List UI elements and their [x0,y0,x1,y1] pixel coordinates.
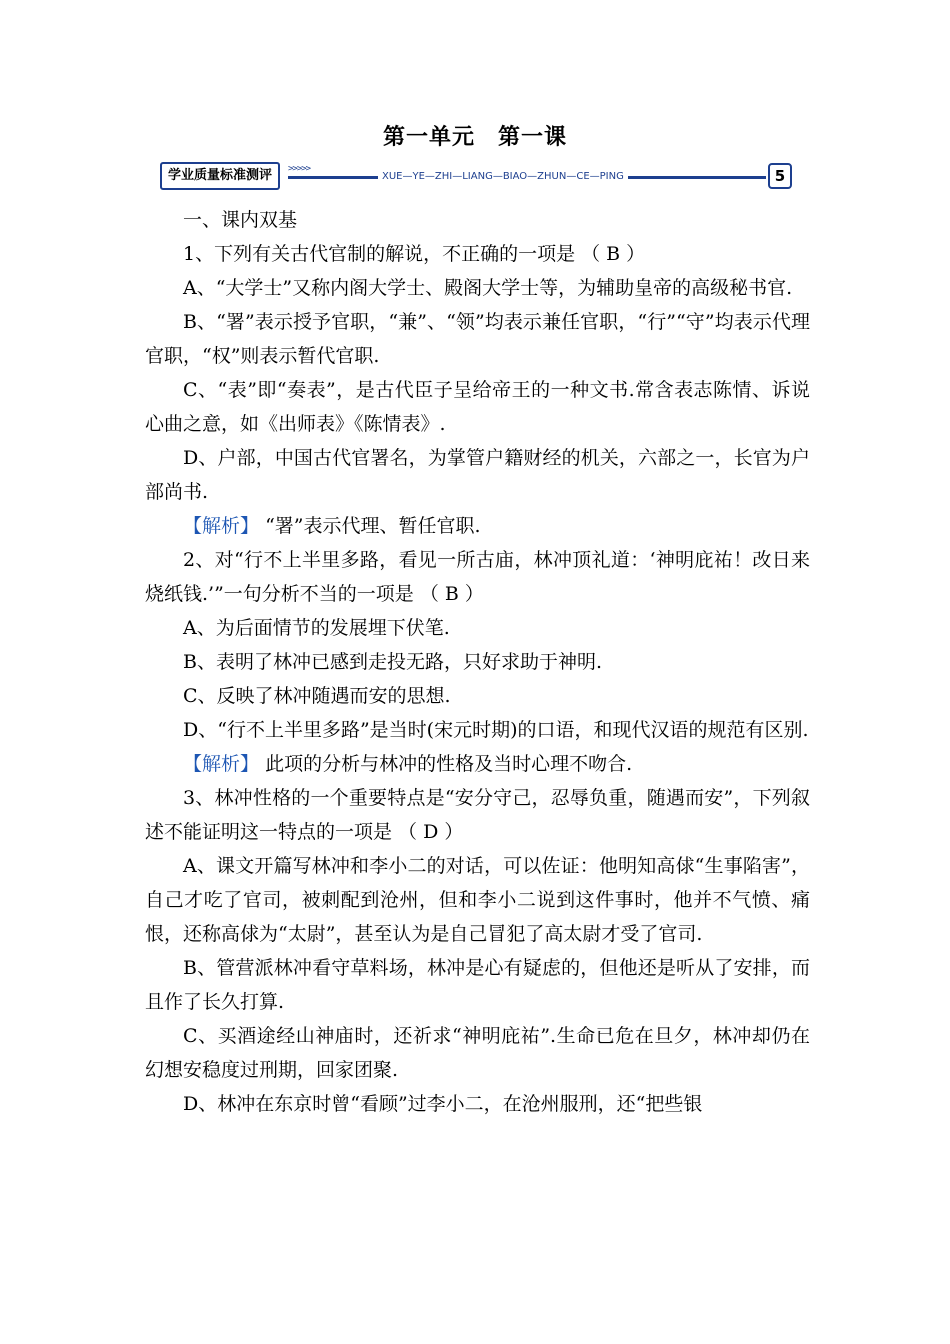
question-3-option-d: D、林冲在东京时曾“看顾”过李小二，在沧州服刑，还“把些银 [183,1093,703,1115]
question-2-analysis [145,747,810,781]
analysis-tag: 【解析】 [183,753,260,775]
question-3-option-a: A、课文开篇写林冲和李小二的对话，可以佐证：他明知高俅“生事陷害”，自己才吃了官司，被刺配到沧州，但和李小二说到这件事时，他并不气愤、痛恨，还称高俅为“太尉”，甚至认为是自己冒犯了高太尉才受了官司. [145,855,810,945]
question-1-option-b: B、“署”表示授予官职，“兼”、“领”均表示兼任官职，“行”“守”均表示代理官职，“权”则表示暂代官职. [145,311,810,367]
question-1-option-c: C、“表”即“奏表”，是古代臣子呈给帝王的一种文书.常含表志陈情、诉说心曲之意，如《出师表》《陈情表》. [145,379,810,435]
section-banner [160,160,792,190]
analysis-text: 此项的分析与林冲的性格及当时心理不吻合. [265,753,633,775]
question-2-option-c: C、反映了林冲随遇而安的思想. [183,685,451,707]
page-title: 第一单元 第一课 [382,125,567,150]
question-3-stem: 3、林冲性格的一个重要特点是“安分守己，忍辱负重，随遇而安”，下列叙述不能证明这一特点的一项是 （ D ） [145,787,810,843]
banner-number: 5 [768,163,792,189]
question-3-option-b: B、管营派林冲看守草料场，林冲是心有疑虑的，但他还是听从了安排，而且作了长久打算. [145,957,810,1013]
question-2-option-d: D、“行不上半里多路”是当时(宋元时期)的口语，和现代汉语的规范有区别. [183,719,809,741]
question-2-option-b: B、表明了林冲已感到走投无路，只好求助于神明. [183,651,603,673]
exercise-content [145,203,810,1121]
question-2-option-a: A、为后面情节的发展埋下伏笔. [183,617,450,639]
question-2-stem: 2、对“行不上半里多路，看见一所古庙，林冲顶礼道：‘神明庇祐！改日来烧纸钱.’”一句分析不当的一项是 （ B ） [145,549,810,605]
section-heading: 一、课内双基 [183,209,298,231]
analysis-text: “署”表示代理、暂任官职. [265,515,481,537]
question-1-option-a: A、“大学士”又称内阁大学士、殿阁大学士等，为辅助皇帝的高级秘书官. [183,277,793,299]
question-1-option-d: D、户部，中国古代官署名，为掌管户籍财经的机关，六部之一，长官为户部尚书. [145,447,810,503]
question-3-option-c: C、买酒途经山神庙时，还祈求“神明庇祐”.生命已危在旦夕，林冲却仍在幻想安稳度过刑期，回家团聚. [145,1025,810,1081]
banner-arrows: >>>>> [288,164,311,174]
banner-label: 学业质量标准测评 [160,162,280,190]
analysis-tag: 【解析】 [183,515,260,537]
banner-pinyin: XUE—YE—ZHI—LIANG—BIAO—ZHUN—CE—PING [378,169,628,185]
question-1-analysis [145,509,810,543]
question-1-stem: 1、下列有关古代官制的解说，不正确的一项是 （ B ） [183,243,646,265]
